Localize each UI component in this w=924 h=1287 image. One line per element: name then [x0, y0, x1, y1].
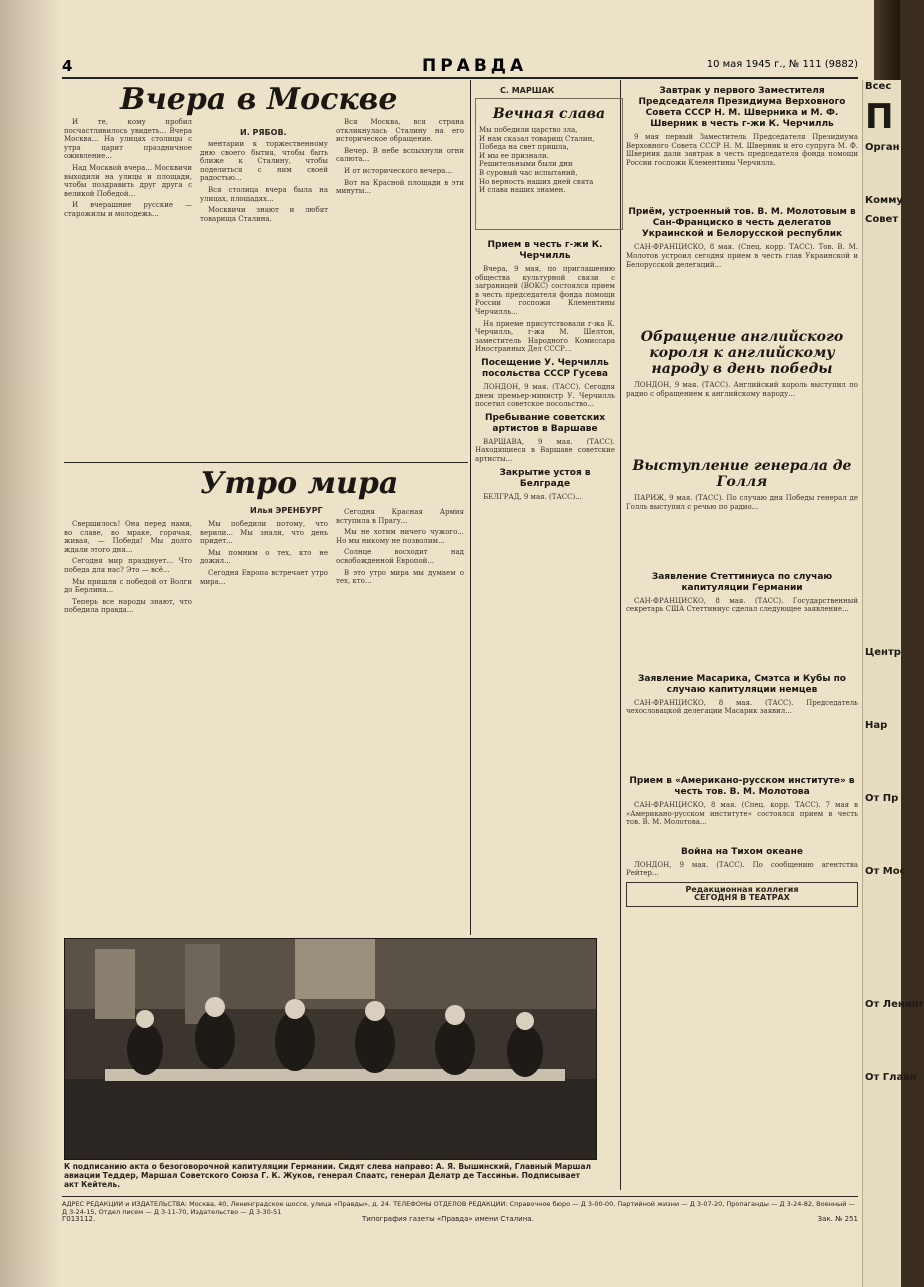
poem-line: И нам сказал товарищ Сталин,: [479, 134, 595, 143]
article-title-ambassador: Посещение У. Черчилль посольства СССР Гусева: [481, 357, 609, 379]
paragraph: Над Москвой вчера... Москвичи выходили на улицы и площади, чтобы поздравить друг друга с великой Победой...: [64, 163, 192, 198]
clip-text: Орган: [865, 142, 900, 153]
masthead: ПРАВДА: [422, 56, 528, 76]
paragraph: ЛОНДОН, 9 мая. (ТАСС). Английский король выступил по радио с обращением к английскому народу...: [626, 381, 858, 398]
paragraph: Теперь все народы знают, что победила правда...: [64, 597, 192, 615]
poem-line: Решительными были дни: [479, 160, 573, 169]
photo-illustration: [65, 939, 596, 1159]
paragraph: САН-ФРАНЦИСКО, 8 мая. (Спец. корр. ТАСС). 7 мая в «Американо-русском институте» состоялся прием в честь тов. В. М. Молотова...: [626, 800, 858, 827]
section-rule: [64, 462, 468, 463]
article-title-churchill: Прием в честь г-жи К. Черчилль: [487, 240, 603, 261]
morning-column-1: [64, 520, 192, 932]
clip-text: Совет: [865, 214, 899, 225]
article-title-morning: Утро мира: [200, 466, 399, 501]
moscow-column-2: [200, 140, 328, 458]
author-moscow: И. РЯБОВ.: [240, 128, 287, 137]
moscow-column-1: [64, 118, 192, 458]
article-title-deputy: Завтрак у первого Заместителя Председателя Президиума Верховного Совета СССР Н. М. Шверника и М. Ф. Шверник в честь г-жи К. Черчилль: [638, 86, 846, 129]
article-title-belgrade: Закрытие устоя в Белграде: [499, 467, 591, 489]
poem-line: Мы победили царство зла,: [479, 126, 578, 134]
paragraph: БЕЛГРАД, 9 мая. (ТАСС)...: [483, 492, 582, 501]
column-rule: [620, 80, 621, 1190]
page-number: 4: [62, 57, 73, 75]
article-title-gaulle: Выступление генерала де Голля: [632, 458, 852, 491]
paragraph: В это утро мира мы думаем о тех, кто...: [336, 568, 464, 586]
paragraph: ЛОНДОН, 9 мая. (ТАСС). Сегодня днем премьер-министр У. Черчилль посетил советское посольство...: [475, 382, 615, 409]
paragraph: Сегодня Красная Армия вступила в Прагу...: [336, 508, 464, 525]
paragraph: Солнце восходит над освобожденной Европой...: [336, 548, 464, 565]
paragraph: САН-ФРАНЦИСКО, 8 мая. (ТАСС). Председатель чехословацкой делегации Масарик заявил...: [626, 698, 858, 716]
paragraph: Вся Москва, вся страна откликнулась Сталину на его историческое обращение.: [336, 118, 464, 144]
paragraph: И те, кому пробил посчастливилось увидеть... Вчера Москва... На улицах столицы с утра царит праздничное оживление...: [64, 118, 192, 161]
paragraph: Сегодня мир празднует... Что победа для нас? Это — всё...: [64, 557, 192, 574]
paragraph: Москвичи знают и любят товарища Сталина.: [200, 206, 328, 223]
paragraph: ВАРШАВА, 9 мая. (ТАСС). Находящиеся в Варшаве советские артисты...: [475, 437, 615, 463]
editorial-line: Редакционная коллегия: [685, 884, 799, 894]
signing-photo: [64, 938, 597, 1160]
article-title-masaryk: Заявление Масарика, Смэтса и Кубы по случаю капитуляции немцев: [638, 673, 846, 695]
clip-text: Нар: [865, 720, 888, 731]
paragraph: САН-ФРАНЦИСКО, 8 мая. (ТАСС). Государственный секретарь США Стеттиниус сделал следующее заявление...: [626, 596, 858, 614]
article-title-stettinius: Заявление Стеттиниуса по случаю капитуляции Германии: [651, 571, 833, 593]
paragraph: САН-ФРАНЦИСКО, 8 мая. (Спец. корр. ТАСС). Тов. В. М. Молотов устроил сегодня прием в честь глав Украинской и Белорусской делегаций...: [626, 243, 858, 269]
moscow-column-3: [336, 118, 464, 458]
paragraph: И вчерашние русские — старожилы и молодежь...: [64, 201, 192, 218]
paragraph: ПАРИЖ, 9 мая. (ТАСС). По случаю дня Победы генерал де Голль выступил с речью по радио...: [626, 494, 858, 511]
footer-code: Г013112.: [62, 1215, 96, 1223]
footer-printer: Типография газеты «Правда» имени Сталина.: [362, 1215, 534, 1223]
paragraph: Вся столица вчера была на улицах, площадях...: [200, 185, 328, 203]
article-title-molotov-sf: Приём, устроенный тов. В. М. Молотовым в Сан-Франциско в честь делегатов Украинской и Белорусской республик: [628, 207, 856, 240]
footer-order: Зак. № 251: [817, 1215, 858, 1223]
article-title-king: Обращение английского короля к английскому народу в день победы: [640, 329, 844, 378]
paragraph: И от исторического вечера...: [344, 166, 453, 175]
morning-column-2: [200, 520, 328, 932]
editorial-line: СЕГОДНЯ В ТЕАТРАХ: [694, 893, 790, 903]
clip-text: От Мос: [865, 866, 906, 877]
article-title-pacific: Война на Тихом океане: [681, 846, 803, 857]
poem-box: [475, 98, 623, 230]
clip-text: От Главн: [865, 1072, 917, 1083]
paragraph: Свершилось! Она перед нами, во славе, во мраке, горячая, живая, — Победа! Мы долго ждали этого дня...: [64, 520, 192, 554]
photo-caption: К подписанию акта о безоговорочной капитуляции Германии. Сидят слева направо: А. Я. Вышинский, Главный Маршал авиации Теддер, Маршал Советского Союза Г. К. Жуков, генерал Спаатс, генерал Делатр де Тассиньи. Подписывает акт Кейтель.: [64, 1162, 592, 1189]
footer-address: АДРЕС РЕДАКЦИИ и ИЗДАТЕЛЬСТВА: Москва, 40, Ленинградское шоссе, улица «Правды», д. 24. ТЕЛЕФОНЫ ОТДЕЛОВ РЕДАКЦИИ: Справочное бюро — Д 3-00-00, Партийной жизни — Д 3-07-20, Пропаганды — Д 3-24-82, Военный — Д 3-24-15, Отдел писем — Д 3-11-70, Издательство — Д 3-30-51: [62, 1196, 858, 1216]
clip-text: Комму: [865, 195, 903, 206]
author-ehrenburg: Илья ЭРЕНБУРГ: [250, 506, 323, 515]
next-page-clip: [862, 80, 924, 1287]
paragraph: Вечер. В небе вспыхнули огни салюта...: [336, 146, 464, 164]
clip-text: Всес: [865, 81, 892, 92]
right-column: [626, 82, 858, 1192]
paragraph: ЛОНДОН, 9 мая. (ТАСС). По сообщению агентства Рейтер...: [626, 860, 858, 878]
paragraph: Мы победили потому, что верили... Мы знали, что день придет...: [200, 520, 328, 546]
paragraph: 9 мая первый Заместитель Председателя Президиума Верховного Совета СССР Н. М. Шверник и его супруга М. Ф. Шверник дали завтрак в честь председателя фонда помощи России госпожи Клементины Черчилль.: [626, 133, 858, 167]
paragraph: Вот на Красной площади в эти минуты...: [336, 178, 464, 196]
article-title-artists: Пребывание советских артистов в Варшаве: [484, 412, 606, 434]
poem-line: В суровый час испытаний,: [479, 168, 578, 177]
clip-text: П: [865, 97, 894, 137]
paragraph: Мы не хотим ничего чужого... Но мы никому не позволим...: [336, 528, 464, 545]
editorial-box: [626, 882, 858, 907]
poem-line: И мы ее признали.: [479, 151, 549, 160]
poem-line: И слава наших знамен.: [479, 186, 566, 195]
paragraph: Мы пришли с победой от Волги до Берлина...: [64, 577, 192, 595]
article-title-institute: Прием в «Американо-русском институте» в честь тов. В. М. Молотова: [629, 775, 855, 797]
article-title-moscow: Вчера в Москве: [120, 82, 398, 117]
clip-text: От Ленинг: [865, 999, 924, 1010]
paragraph: ментарии к торжественному дню своего бытия, чтобы быть ближе к Сталину, чтобы поделиться с ним своей радостью...: [200, 140, 328, 183]
middle-column: [475, 236, 615, 936]
paragraph: Мы помним о тех, кто не дожил...: [200, 548, 328, 566]
morning-column-3: [336, 508, 464, 932]
column-rule: [470, 80, 471, 935]
clip-text: Центр: [865, 647, 901, 658]
issue-date: 10 мая 1945 г., № 111 (9882): [706, 59, 858, 70]
page-edge-shadow: [0, 0, 60, 1287]
paragraph: На приеме присутствовали г-жа К. Черчилль, г-жа М. Шелтон, заместитель Народного Комиссара Иностранных Дел СССР...: [475, 319, 615, 354]
poem-line: Но верность наших дней свята: [479, 177, 594, 186]
poem-line: Победа на свет пришла,: [479, 143, 569, 152]
clip-text: От Пр: [865, 793, 899, 804]
paragraph: Вчера, 9 мая, по приглашению общества культурной связи с заграницей (ВОКС) состоялся прием в честь председателя фонда помощи России госпожи Клементины Черчилль...: [475, 265, 615, 316]
page-header: [62, 55, 858, 79]
author-marshak: С. МАРШАК: [500, 86, 555, 95]
paragraph: Сегодня Европа встречает утро мира...: [200, 568, 328, 586]
poem-title: Вечная слава: [492, 106, 606, 122]
